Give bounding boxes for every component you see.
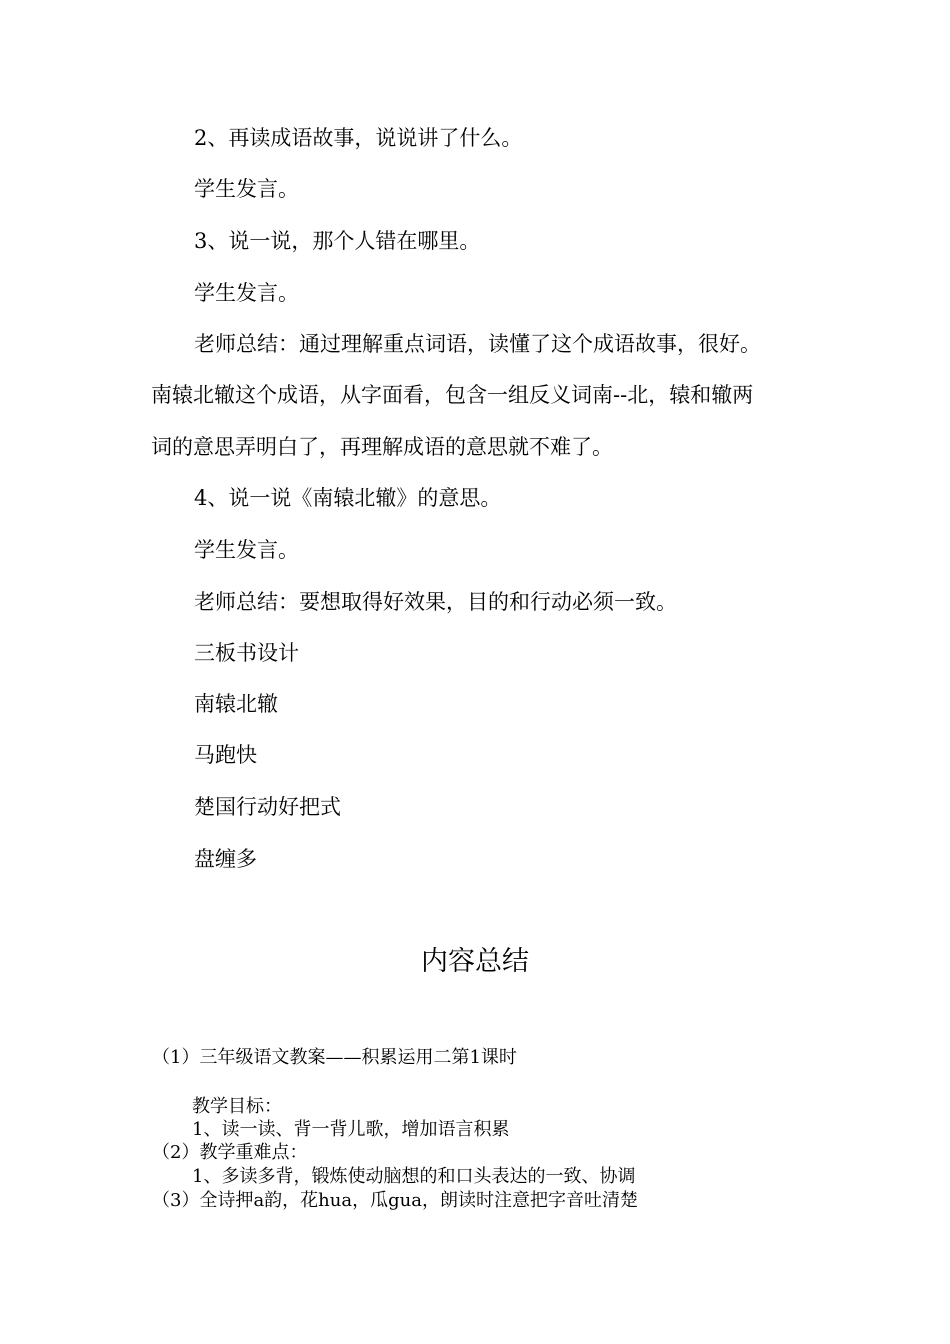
paragraph-step-4: 4、说一说《南辕北辙》的意思。 <box>194 486 502 510</box>
summary-title: 内容总结 <box>421 946 529 977</box>
board-item-1: 南辕北辙 <box>194 692 278 716</box>
summary-line-1: （1）三年级语文教案——积累运用二第1课时 <box>152 1047 517 1068</box>
paragraph-teacher-summary-1: 老师总结：通过理解重点词语，读懂了这个成语故事，很好。 <box>194 332 761 356</box>
paragraph-step-3: 3、说一说，那个人错在哪里。 <box>194 229 481 253</box>
paragraph-teacher-summary-1-cont2: 词的意思弄明白了，再理解成语的意思就不难了。 <box>151 435 613 459</box>
summary-line-3: 1、读一读、背一背儿歌，增加语言积累 <box>192 1119 510 1140</box>
summary-line-5: 1、多读多背，锻炼使动脑想的和口头表达的一致、协调 <box>192 1166 636 1187</box>
heading-board-design: 三板书设计 <box>194 641 299 665</box>
board-item-2: 马跑快 <box>194 743 257 767</box>
summary-line-4: （2）教学重难点： <box>152 1142 308 1163</box>
paragraph-student-speak-2: 学生发言。 <box>194 281 299 305</box>
paragraph-student-speak-1: 学生发言。 <box>194 177 299 201</box>
paragraph-student-speak-3: 学生发言。 <box>194 538 299 562</box>
summary-line-6: （3）全诗押a韵，花hua，瓜gua，朗读时注意把字音吐清楚 <box>152 1190 638 1211</box>
paragraph-teacher-summary-2: 老师总结：要想取得好效果，目的和行动必须一致。 <box>194 590 677 614</box>
summary-line-2: 教学目标： <box>192 1096 282 1117</box>
board-item-4: 盘缠多 <box>194 847 257 871</box>
board-item-3: 楚国行动好把式 <box>194 795 341 819</box>
paragraph-step-2: 2、再读成语故事，说说讲了什么。 <box>194 126 523 150</box>
paragraph-teacher-summary-1-cont: 南辕北辙这个成语，从字面看，包含一组反义词南--北，辕和辙两 <box>151 383 754 407</box>
